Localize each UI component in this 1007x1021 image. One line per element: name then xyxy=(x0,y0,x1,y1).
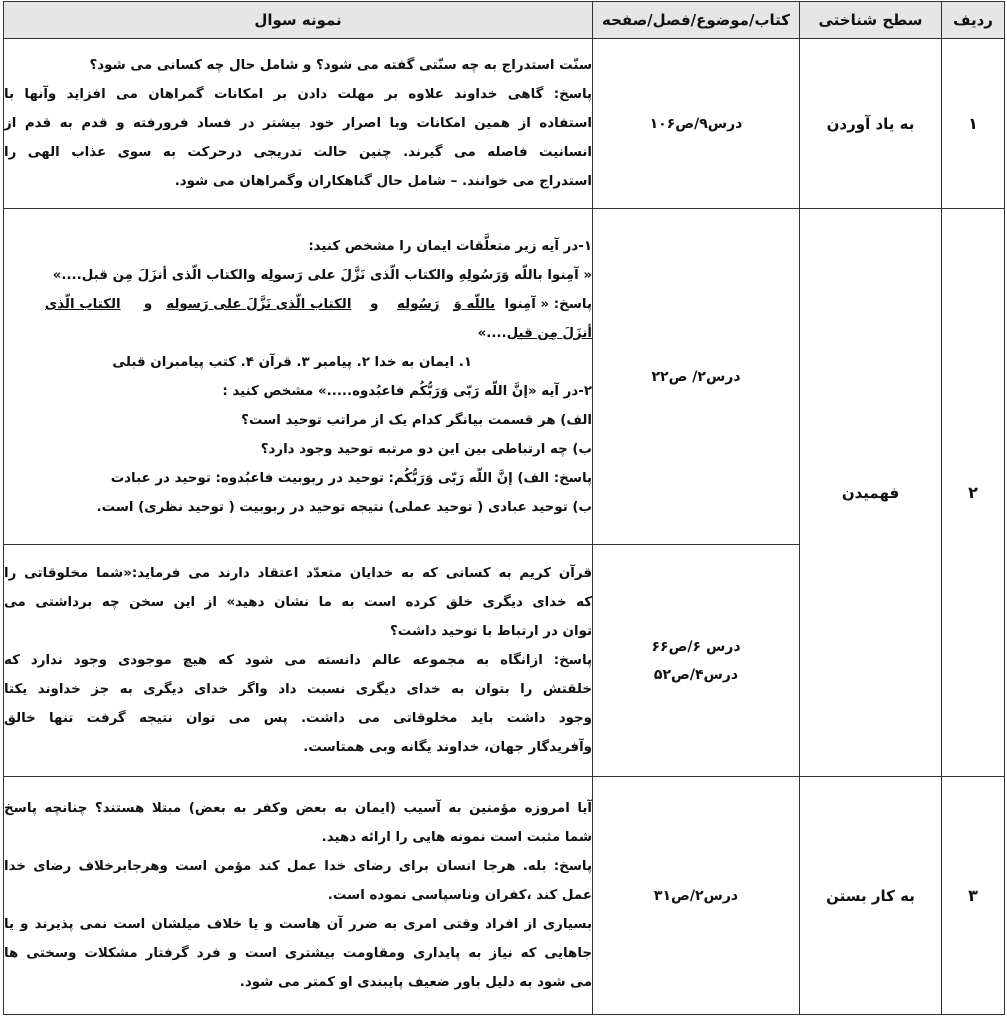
answer-suffix: ....» xyxy=(477,325,507,341)
answer-line: پاسخ: ازانگاه به مجموعه عالم دانسته می شود که هیچ موجودی وجود ندارد که xyxy=(4,653,592,668)
question-line: که خدای دیگری خلق کرده است به ما نشان دهید» از این سخن چه برداشتی می xyxy=(4,595,592,610)
answer-line: ۱. ایمان به خدا ۲. پیامبر ۳. قرآن ۴. کتب پیامبران قبلی xyxy=(112,354,472,370)
answer-line: استدراج می خوانند. – شامل حال گناهکاران وگمراهان می شود. xyxy=(174,174,592,189)
table-header-row xyxy=(4,2,1005,39)
question-line: سنّت استدراج به چه سنّتی گفته می شود؟ و شامل حال چه کسانی می شود؟ xyxy=(89,58,592,73)
answer-line xyxy=(4,319,592,348)
source-reference-line: درس۴/ص۵۲ xyxy=(653,666,739,683)
question-line: قرآن کریم به کسانی که به خدایان متعدّد اعتقاد دارند می فرماید:«شما مخلوقاتی را xyxy=(4,566,592,581)
answer-line: پاسخ: الف) إنَّ اللّه رَبّی وَرَبُّکُم: توحید در ربوبیت فاعبُدوه: توحید در عبادت xyxy=(110,470,592,486)
conjunction: و xyxy=(370,296,379,312)
answer-line: ب) توحید عبادی ( توحید عملی) نتیجه توحید در ربوبیت ( توحید نظری) است. xyxy=(96,499,592,515)
answer-prefix: پاسخ: « آمِنوا xyxy=(504,296,592,312)
answer-line: استفاده از همین امکانات وبا اصرار خود بیشتر در فساد فرورفته و قدم به قدم از xyxy=(4,116,592,131)
table-row xyxy=(4,39,1005,209)
source-reference: درس۲/ ص۲۲ xyxy=(593,209,800,545)
answer-line: پاسخ: گاهی خداوند علاوه بر مهلت دادن بر امکانات گمراهان می افزاید وآنها با xyxy=(4,87,592,102)
answer-line: بسیاری از افراد وقتی امری به ضرر آن هاست و یا خلاف میلشان است نمی پذیرند و یا xyxy=(4,917,592,932)
conjunction: و xyxy=(143,296,153,312)
question-line: آیا امروزه مؤمنین به آسیب (ایمان به بعض وکفر به بعض) مبتلا هستند؟ چنانچه پاسخ xyxy=(4,801,592,816)
underlined-phrase: الکتاب الّذی نَزَّلَ علی رَسولِه xyxy=(166,296,352,312)
underlined-phrase: باللّه وَ xyxy=(453,296,496,312)
question-table xyxy=(3,1,1005,1015)
row-number: ۲ xyxy=(942,209,1005,777)
answer-line xyxy=(4,290,592,319)
answer-line: عمل کند ،کفران وناسپاسی نموده است. xyxy=(327,888,592,903)
table-row xyxy=(4,209,1005,545)
underlined-phrase: أنزَلَ مِن قبل xyxy=(506,325,592,341)
source-reference: درس۹/ص۱۰۶ xyxy=(593,39,800,209)
underlined-phrase: رَسُولِه xyxy=(397,296,440,312)
question-line: الف) هر قسمت بیانگر کدام یک از مراتب توحید است؟ xyxy=(241,412,592,428)
header-cognitive-level: سطح شناختی xyxy=(800,2,942,39)
source-reference: درس۲/ص۳۱ xyxy=(593,777,800,1015)
question-line: شما مثبت است نمونه هایی را ارائه دهید. xyxy=(321,830,592,845)
answer-line: می شود به دلیل باور ضعیف پایبندی او کمتر می شود. xyxy=(239,975,592,990)
answer-line: پاسخ: بله. هرجا انسان برای رضای خدا عمل کند مؤمن است وهرجابرخلاف رضای خدا xyxy=(4,859,592,874)
cognitive-level: فهمیدن xyxy=(800,209,942,777)
cognitive-level: به کار بستن xyxy=(800,777,942,1015)
question-line: ۲-در آیه «إنَّ اللّه رَبّی وَرَبُّکُم فاعبُدوه.....» مشخص کنید : xyxy=(222,383,592,399)
sample-question xyxy=(4,777,593,1015)
verse-line: « آمِنوا باللّه وَرَسُولِهِ والکتاب الّذی نَزَّلَ علی رَسولِه والکتاب الّذی أنزَلَ مِن قبل....» xyxy=(52,267,592,283)
question-line: ۱-در آیه زیر متعلَّقات ایمان را مشخص کنید: xyxy=(308,238,592,254)
answer-line: انسانیت فاصله می گیرند. چنین حالت تدریجی درحرکت به سوی عذاب الهی را xyxy=(4,145,592,160)
answer-line: جاهایی که نیاز به پایداری ومقاومت بیشتری است و فرد گرفتار مشکلات وسختی ها xyxy=(4,946,592,961)
header-row-number: ردیف xyxy=(942,2,1005,39)
answer-line: وجود داشت باید مخلوقاتی می داشت. پس می توان نتیجه گرفت تنها خالق xyxy=(4,711,592,726)
sample-question xyxy=(4,39,593,209)
answer-line: خلقتش را بتوان به خدای دیگری نسبت داد واگر خدای دیگری به جز خداوند یکتا xyxy=(4,682,592,697)
source-reference-line: درس ۶/ص۶۶ xyxy=(651,638,741,655)
source-reference xyxy=(593,545,800,777)
row-number: ۱ xyxy=(942,39,1005,209)
question-line: ب) چه ارتباطی بین این دو مرتبه توحید وجود دارد؟ xyxy=(260,441,592,457)
sample-question xyxy=(4,545,593,777)
answer-line: وآفریدگار جهان، خداوند یگانه وبی همتاست. xyxy=(303,740,592,755)
row-number: ۳ xyxy=(942,777,1005,1015)
cognitive-level: به یاد آوردن xyxy=(800,39,942,209)
header-sample-question: نمونه سوال xyxy=(4,2,593,39)
header-source: کتاب/موضوع/فصل/صفحه xyxy=(593,2,800,39)
question-line: توان در ارتباط با توحید داشت؟ xyxy=(390,624,592,639)
table-row xyxy=(4,777,1005,1015)
sample-question xyxy=(4,209,593,545)
underlined-phrase: الکتاب الّذی xyxy=(44,296,121,312)
